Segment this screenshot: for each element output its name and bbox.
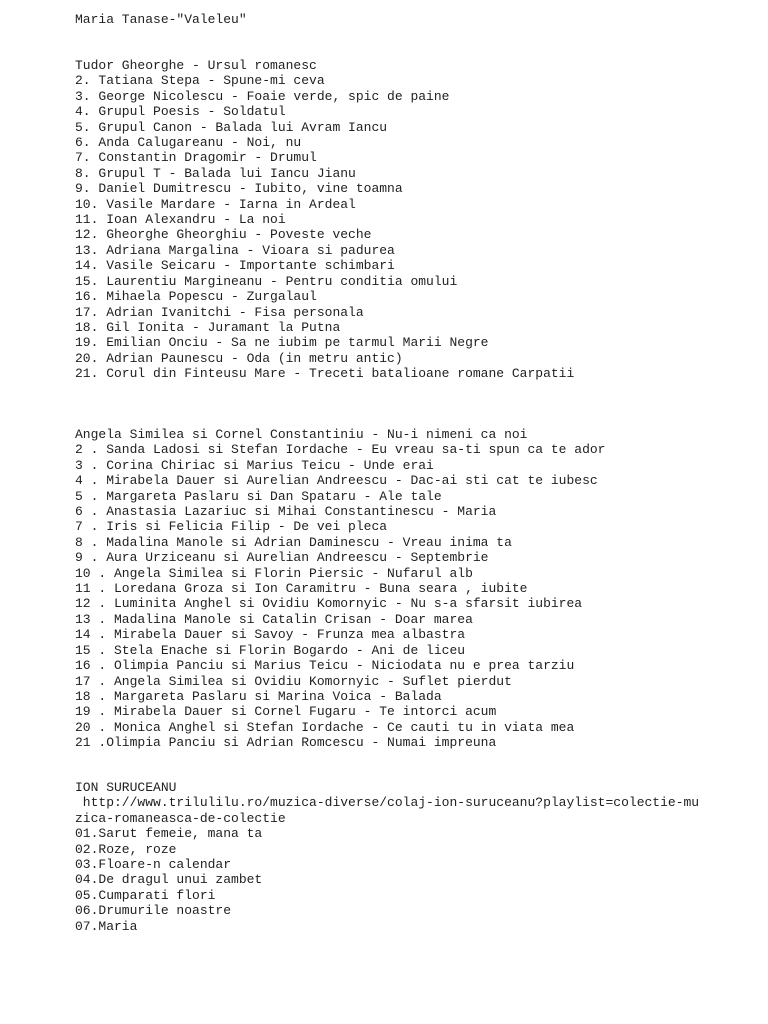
list-item: 18. Gil Ionita - Juramant la Putna [75,319,341,335]
song-list-1 [75,58,574,382]
song-list-2 [75,427,606,751]
list-item: 07.Maria [75,918,138,934]
list-item: 9 . Aura Urziceanu si Aurelian Andreescu - Septembrie [75,550,489,566]
list-item: 3 . Corina Chiriac si Marius Teicu - Unde erai [75,457,434,473]
list-item: 15. Laurentiu Margineanu - Pentru conditia omului [75,273,458,289]
list-item: 14 . Mirabela Dauer si Savoy - Frunza mea albastra [75,627,466,643]
list-item: 19. Emilian Onciu - Sa ne iubim pe tarmul Marii Negre [75,335,489,351]
playlist-url-continued: zica-romaneasca-de-colectie [75,810,286,826]
list-item: 8 . Madalina Manole si Adrian Daminescu - Vreau inima ta [75,534,512,550]
list-item: 18 . Margareta Paslaru si Marina Voica - Balada [75,688,442,704]
list-item: 02.Roze, roze [75,841,177,857]
list-item: 6 . Anastasia Lazariuc si Mihai Constantinescu - Maria [75,504,497,520]
list-item: 03.Floare-n calendar [75,857,232,873]
list-item: 12 . Luminita Anghel si Ovidiu Komornyic - Nu s-a sfarsit iubirea [75,596,583,612]
list-item: 10 . Angela Similea si Florin Piersic - Nufarul alb [75,565,473,581]
list-item: 10. Vasile Mardare - Iarna in Ardeal [75,196,356,212]
list-item: 20. Adrian Paunescu - Oda (in metru antic) [75,350,403,366]
list-item: 15 . Stela Enache si Florin Bogardo - Ani de liceu [75,642,466,658]
list-item: 05.Cumparati flori [75,887,216,903]
list-item: 2 . Sanda Ladosi si Stefan Iordache - Eu vreau sa-ti spun ca te ador [75,442,606,458]
list-item: 2. Tatiana Stepa - Spune-mi ceva [75,73,325,89]
list-item: 3. George Nicolescu - Foaie verde, spic de paine [75,88,450,104]
list-item: 20 . Monica Anghel si Stefan Iordache - Ce cauti tu in viata mea [75,719,575,735]
list-item: 13. Adriana Margalina - Vioara si padurea [75,242,395,258]
list-item: 6. Anda Calugareanu - Noi, nu [75,135,302,151]
list-item: 4. Grupul Poesis - Soldatul [75,104,286,120]
list-item: 16. Mihaela Popescu - Zurgalaul [75,289,317,305]
list-item: 19 . Mirabela Dauer si Cornel Fugaru - Te intorci acum [75,704,497,720]
list-item: 14. Vasile Seicaru - Importante schimbari [75,258,395,274]
list-item: 17. Adrian Ivanitchi - Fisa personala [75,304,364,320]
list-item: 13 . Madalina Manole si Catalin Crisan - Doar marea [75,611,473,627]
list-item: 7 . Iris si Felicia Filip - De vei pleca [75,519,388,535]
list-item: 5 . Margareta Paslaru si Dan Spataru - Ale tale [75,488,442,504]
list-item: 17 . Angela Similea si Ovidiu Komornyic - Suflet pierdut [75,673,512,689]
list-item: 5. Grupul Canon - Balada lui Avram Iancu [75,119,388,135]
list-item: 12. Gheorghe Gheorghiu - Poveste veche [75,227,372,243]
list-item: 4 . Mirabela Dauer si Aurelian Andreescu - Dac-ai sti cat te iubesc [75,473,598,489]
list-item: Angela Similea si Cornel Constantiniu - Nu-i nimeni ca noi [75,427,528,442]
list-item: 7. Constantin Dragomir - Drumul [75,150,317,166]
playlist-url: http://www.trilulilu.ro/muzica-diverse/colaj-ion-suruceanu?playlist=colectie-mu [75,795,700,811]
list-item: 9. Daniel Dumitrescu - Iubito, vine toamna [75,181,403,197]
list-item: 21 .Olimpia Panciu si Adrian Romcescu - Numai impreuna [75,735,497,751]
song-list-3 [75,780,699,934]
list-item: 04.De dragul unui zambet [75,872,263,888]
list-item: Tudor Gheorghe - Ursul romanesc [75,58,317,73]
section-heading: ION SURUCEANU [75,780,177,795]
document-title: Maria Tanase-"Valeleu" [75,12,247,27]
list-item: 8. Grupul T - Balada lui Iancu Jianu [75,165,356,181]
list-item: 16 . Olimpia Panciu si Marius Teicu - Niciodata nu e prea tarziu [75,658,575,674]
list-item: 11 . Loredana Groza si Ion Caramitru - Buna seara , iubite [75,581,528,597]
list-item: 21. Corul din Finteusu Mare - Treceti batalioane romane Carpatii [75,366,575,382]
list-item: 06.Drumurile noastre [75,903,232,919]
list-item: 01.Sarut femeie, mana ta [75,826,263,842]
list-item: 11. Ioan Alexandru - La noi [75,212,286,228]
